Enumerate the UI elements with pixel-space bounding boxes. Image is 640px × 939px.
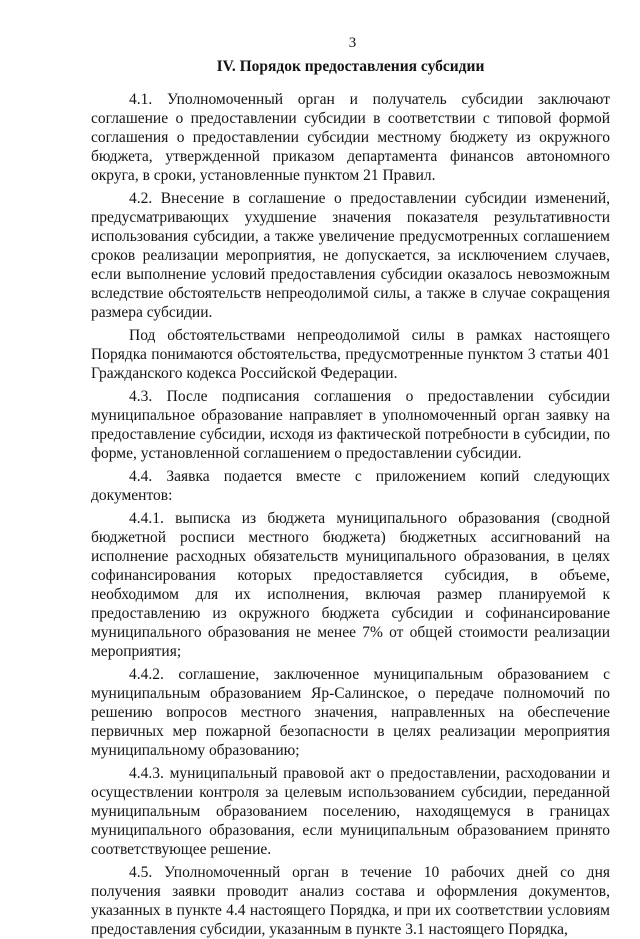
paragraph-4-1: 4.1. Уполномоченный орган и получатель субсидии заключают соглашение о предоставлении субсидии в соответствии с типовой формой соглашения о предоставлении субсидии местному бюджету из окружного бюджета, утвержденной приказом департамента финансов автономного округа, в сроки, установленные пунктом 21 Правил.: [91, 91, 610, 184]
paragraph-force-majeure: Под обстоятельствами непреодолимой силы в рамках настоящего Порядка понимаются обстоятельства, предусмотренные пунктом 3 статьи 401 Гражданского кодекса Российской Федерации.: [91, 327, 610, 382]
paragraph-4-3: 4.3. После подписания соглашения о предоставлении субсидии муниципальное образование направляет в уполномоченный орган заявку на предоставление субсидии, исходя из фактической потребности в субсидии, по форме, установленной соглашением о предоставлении субсидии.: [91, 388, 610, 462]
page-number: 3: [348, 35, 357, 51]
paragraph-4-4-3: 4.4.3. муниципальный правовой акт о предоставлении, расходовании и осуществлении контроля за целевым использованием субсидии, переданной муниципальным образованием поселению, находящемуся в границах муниципального образования, если муниципальным образованием принято соответствующее решение.: [91, 765, 610, 858]
paragraph-4-4: 4.4. Заявка подается вместе с приложением копий следующих документов:: [91, 468, 610, 504]
paragraph-4-2: 4.2. Внесение в соглашение о предоставлении субсидии изменений, предусматривающих ухудшение значения показателя результативности использования субсидии, а также увеличение предусмотренных соглашением сроков реализации мероприятия, не допускается, за исключением случаев, если выполнение условий предоставления субсидии оказалось невозможным вследствие обстоятельств непреодолимой силы, а также в случае сокращения размера субсидии.: [91, 190, 610, 321]
paragraph-4-5: 4.5. Уполномоченный орган в течение 10 рабочих дней со дня получения заявки проводит анализ состава и оформления документов, указанных в пункте 4.4 настоящего Порядка, и при их соответствии условиям предоставления субсидии, указанным в пункте 3.1 настоящего Порядка,: [91, 864, 610, 938]
paragraph-4-4-2: 4.4.2. соглашение, заключенное муниципальным образованием с муниципальным образованием Яр-Салинское, о передаче полномочий по решению вопросов местного значения, направленных на обеспечение первичных мер пожарной безопасности в целях реализации мероприятия муниципальному образованию;: [91, 666, 610, 759]
section-title: IV. Порядок предоставления субсидии: [216, 58, 485, 75]
paragraph-4-4-1: 4.4.1. выписка из бюджета муниципального образования (сводной бюджетной росписи местного бюджета) бюджетных ассигнований на исполнение расходных обязательств муниципального образования, в целях софинансирования которых предоставляется субсидия, в объеме, необходимом для их исполнения, включая размер планируемой к предоставлению из окружного бюджета субсидии и софинансирование муниципального образования не менее 7% от общей стоимости реализации мероприятия;: [91, 510, 610, 660]
